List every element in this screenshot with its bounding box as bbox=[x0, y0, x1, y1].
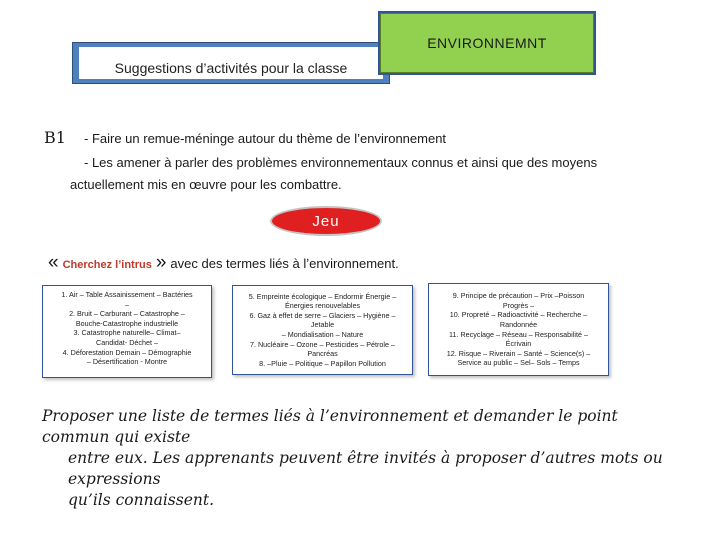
term-line: Randonnée bbox=[499, 319, 538, 329]
term-line: 5. Empreinte écologique – Endormir Énergie – bbox=[248, 291, 397, 301]
open-quote: « bbox=[48, 252, 59, 273]
term-line: 4. Déforestation Demain – Démographie bbox=[62, 347, 192, 357]
term-line: Pancréas bbox=[307, 349, 338, 359]
term-line: 11. Recyclage – Réseau – Responsabilité – bbox=[449, 329, 588, 339]
term-box-2 bbox=[232, 285, 413, 375]
intro-line-2: - Les amener à parler des problèmes environnementaux connus et ainsi que des moyens bbox=[84, 155, 598, 170]
term-line: 12. Risque – Riverain – Santé – Science(s) – bbox=[446, 348, 591, 358]
intro-line-3: actuellement mis en œuvre pour les combattre. bbox=[70, 177, 342, 192]
suggestions-title: Suggestions d’activités pour la classe bbox=[79, 47, 383, 79]
term-line: Bouche-Catastrophe industrielle bbox=[75, 318, 179, 328]
term-line: 7. Nucléaire – Ozone – Pesticides – Pétrole – bbox=[249, 339, 396, 349]
term-box-1 bbox=[42, 285, 212, 378]
term-line: 1. Air – Table Assainissement – Bactéries bbox=[61, 290, 193, 299]
term-line: 3. Catastrophe naturelle– Climat– bbox=[73, 328, 181, 338]
game-instruction-rest: avec des termes liés à l’environnement. bbox=[170, 256, 399, 271]
closing-paragraph bbox=[42, 406, 682, 511]
term-line: – Mondialisation – Nature bbox=[281, 330, 364, 339]
intro-line-1: - Faire un remue-méninge autour du thème de l’environnement bbox=[84, 131, 447, 146]
term-line: – Désertification - Montre bbox=[86, 357, 168, 367]
term-line: 10. Propreté – Radioactivité – Recherche – bbox=[449, 310, 588, 320]
term-box-3 bbox=[428, 283, 609, 376]
term-line: 6. Gaz à effet de serre – Glaciers – Hygiène – Jetable bbox=[249, 310, 396, 330]
game-title: Cherchez l’intrus bbox=[62, 259, 152, 271]
term-line: 8. –Pluie – Politique – Papillon Pollution bbox=[259, 358, 386, 368]
game-button[interactable]: Jeu bbox=[270, 206, 382, 236]
term-line: – bbox=[125, 299, 129, 309]
closing-line-2: entre eux. Les apprenants peuvent être invités à proposer d’autres mots ou expressions bbox=[68, 449, 663, 488]
term-line: 2. Bruit – Carburant – Catastrophe – bbox=[69, 309, 185, 319]
theme-badge: ENVIRONNEMNT bbox=[380, 13, 594, 73]
term-line: Candidat- Déchet – bbox=[96, 337, 158, 347]
closing-line-3: qu’ils connaissent. bbox=[68, 491, 215, 509]
game-instruction bbox=[48, 252, 399, 274]
close-quote: » bbox=[155, 252, 167, 273]
suggestions-title-box bbox=[72, 42, 390, 84]
theme-badge-box bbox=[378, 11, 596, 75]
term-line: Énergies renouvelables bbox=[284, 301, 361, 311]
closing-line-1: Proposer une liste de termes liés à l’environnement et demander le point commun qui existe bbox=[42, 407, 618, 446]
section-marker: B1 bbox=[44, 128, 66, 147]
term-line: Écrivain bbox=[505, 339, 532, 349]
term-line: 9. Principe de précaution – Prix –Poisson bbox=[452, 291, 585, 301]
term-line: Progrès – bbox=[502, 300, 535, 310]
term-line: Service au public – Sel– Sols – Temps bbox=[457, 358, 580, 368]
